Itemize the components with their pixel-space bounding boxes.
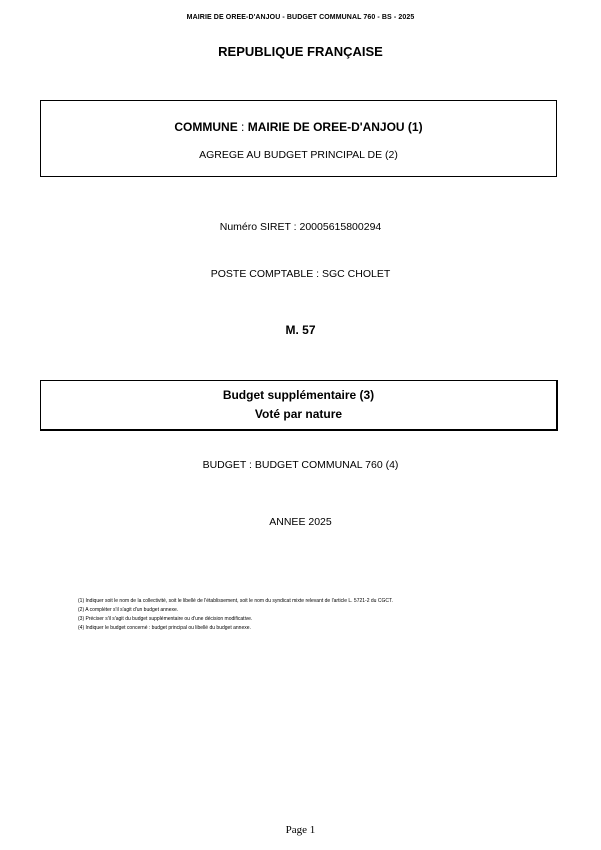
footnotes — [78, 597, 393, 633]
budget-type: Budget supplémentaire (3) — [222, 388, 375, 402]
siret-number: Numéro SIRET : 20005615800294 — [219, 221, 382, 233]
vote-mode: Voté par nature — [254, 407, 343, 421]
footnote: (2) A compléter s'il s'agit d'un budget annexe. — [78, 607, 179, 613]
footnote: (3) Préciser s'il s'agit du budget supplémentaire ou d'une décision modificative. — [78, 616, 253, 622]
running-header: MAIRIE DE OREE-D'ANJOU - BUDGET COMMUNAL 760 - BS - 2025 — [186, 14, 415, 21]
page-number: Page 1 — [285, 824, 316, 836]
budget-type-box — [40, 380, 558, 431]
year-line: ANNEE 2025 — [269, 516, 332, 528]
budget-line: BUDGET : BUDGET COMMUNAL 760 (4) — [202, 459, 399, 471]
aggregated-line: AGREGE AU BUDGET PRINCIPAL DE (2) — [199, 149, 398, 161]
footnote: (4) Indiquer le budget concerné : budget principal ou libellé du budget annexe. — [78, 625, 251, 631]
commune-name: MAIRIE DE OREE-D'ANJOU (1) — [247, 120, 423, 134]
commune-line — [41, 120, 556, 134]
footnote: (1) Indiquer soit le nom de la collectivité, soit le libellé de l'établissement, soit le nom du syndicat mixte relevant de l'article L. 5721-2 du CGCT. — [78, 598, 393, 604]
commune-separator: : — [237, 120, 248, 134]
republic-heading: REPUBLIQUE FRANÇAISE — [218, 44, 383, 59]
commune-label: COMMUNE — [174, 120, 238, 134]
accounting-office: POSTE COMPTABLE : SGC CHOLET — [210, 268, 391, 280]
nomenclature: M. 57 — [285, 323, 316, 337]
commune-box — [40, 100, 557, 177]
